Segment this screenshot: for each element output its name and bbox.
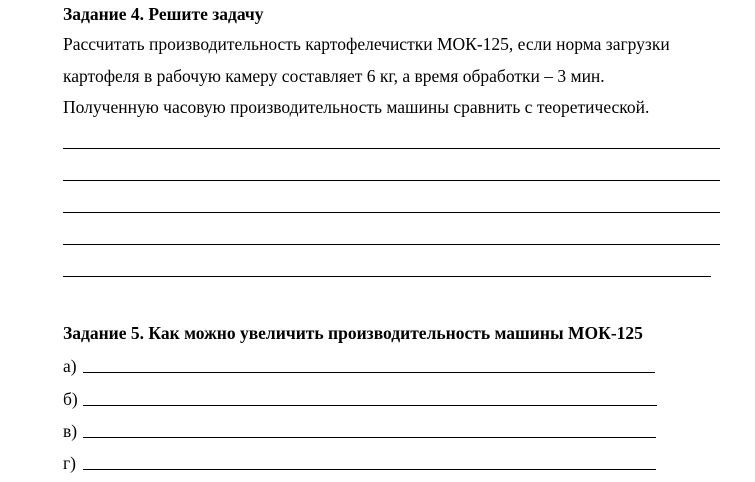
- task5-title: Задание 5. Как можно увеличить производительность машины МОК-125: [63, 323, 643, 343]
- task5-answer-g: [63, 453, 663, 475]
- task5-answer-b: [63, 389, 663, 411]
- task5-answer-a: [63, 356, 663, 378]
- task5-answer-label: а): [63, 356, 77, 376]
- task4-answer-line-4[interactable]: [63, 244, 720, 245]
- task5-answer-v: [63, 421, 663, 443]
- task4-answer-line-3[interactable]: [63, 212, 720, 213]
- task5-answer-line[interactable]: [83, 437, 656, 438]
- task4-text-line-3: Полученную часовую производительность машины сравнить с теоретической.: [63, 97, 650, 117]
- task5-answer-line[interactable]: [83, 405, 657, 406]
- task4-title: Задание 4. Решите задачу: [63, 4, 264, 24]
- task5-answer-label: б): [63, 389, 78, 409]
- task4-text-line-2: картофеля в рабочую камеру составляет 6 кг, а время обработки – 3 мин.: [63, 66, 605, 86]
- task4-text-line-1: Рассчитать производительность картофелечистки МОК-125, если норма загрузки: [63, 34, 670, 54]
- task5-answer-label: г): [63, 453, 77, 473]
- task4-answer-line-5[interactable]: [63, 276, 711, 277]
- task5-answer-label: в): [63, 421, 78, 441]
- task4-answer-line-2[interactable]: [63, 180, 720, 181]
- task5-answer-line[interactable]: [83, 372, 655, 373]
- task4-answer-line-1[interactable]: [63, 148, 720, 149]
- task5-answer-line[interactable]: [83, 469, 656, 470]
